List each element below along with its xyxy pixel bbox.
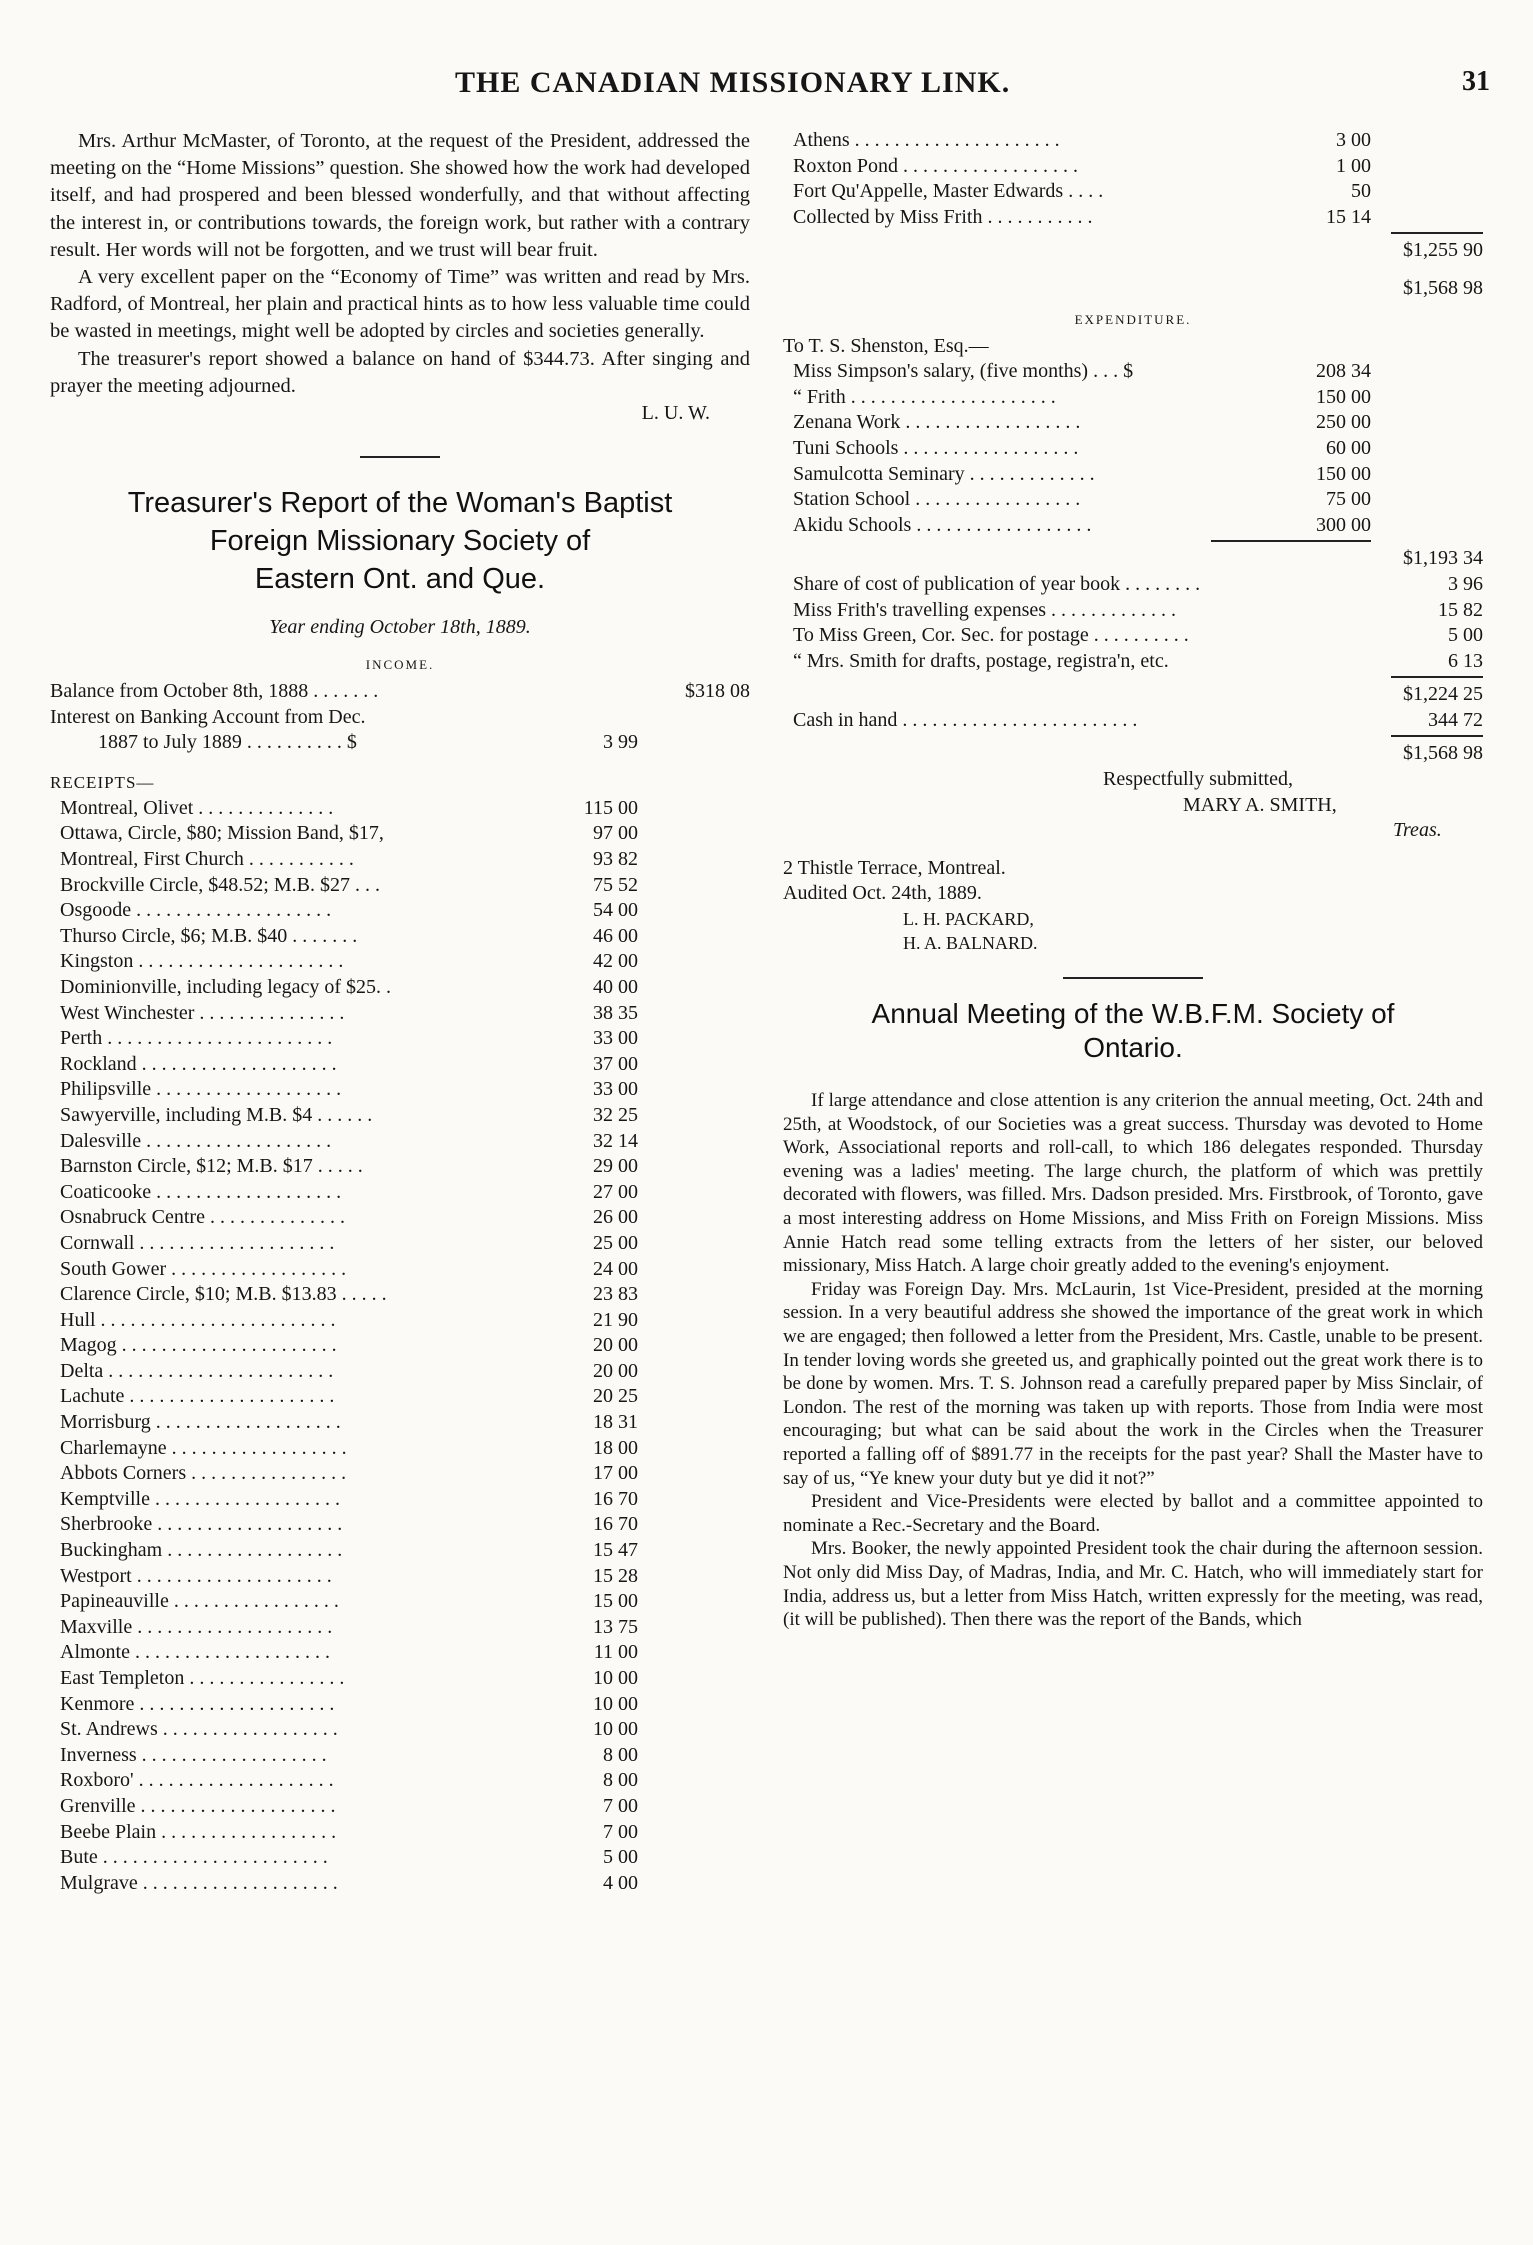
receipt-row — [50, 1871, 750, 1897]
receipt-row-amount: 50 — [1351, 180, 1371, 203]
receipt-row-amount: 7 00 — [603, 1794, 638, 1817]
receipt-row — [50, 1436, 750, 1462]
receipt-row — [50, 1512, 750, 1538]
report-title-line: Treasurer's Report of the Woman's Baptist — [127, 487, 673, 520]
exp-subtotal-row — [783, 546, 1483, 572]
signature: L. U. W. — [641, 402, 710, 425]
receipt-row — [50, 1589, 750, 1615]
receipt-row-amount: 27 00 — [593, 1180, 638, 1203]
grand-total-row — [783, 741, 1483, 767]
total-income-row — [783, 276, 1483, 302]
receipt-row-label: East Templeton . . . . . . . . . . . . . . . . — [60, 1667, 345, 1689]
audited-line: Audited Oct. 24th, 1889. — [783, 882, 982, 905]
receipt-row-label: Beebe Plain . . . . . . . . . . . . . . . . . . — [60, 1820, 337, 1843]
interest-row — [50, 705, 750, 731]
receipt-row — [50, 1359, 750, 1385]
receipt-row-label: Kenmore . . . . . . . . . . . . . . . . . . . . — [60, 1692, 335, 1715]
report-title-line: Eastern Ont. and Que. — [254, 563, 546, 596]
receipt-row — [50, 847, 750, 873]
receipt-row-amount: 40 00 — [593, 975, 638, 998]
receipt-row-amount: 8 00 — [603, 1743, 638, 1766]
receipt-row-amount: 54 00 — [593, 899, 638, 922]
receipt-row — [50, 1615, 750, 1641]
receipt-row-label: Buckingham . . . . . . . . . . . . . . . . . . — [60, 1539, 343, 1562]
interest-row-2 — [50, 730, 750, 756]
expenditure-row-label: Tuni Schools . . . . . . . . . . . . . . . . . . — [793, 436, 1079, 459]
expenditure-row-label: Akidu Schools . . . . . . . . . . . . . . . . . . — [793, 513, 1092, 536]
receipt-row-amount: 10 00 — [593, 1692, 638, 1715]
receipt-row — [50, 1282, 750, 1308]
receipt-row-amount: 15 47 — [593, 1539, 638, 1562]
receipt-row-label: Magog . . . . . . . . . . . . . . . . . . . . . . — [60, 1334, 337, 1357]
receipt-row — [50, 1026, 750, 1052]
receipt-row — [50, 1333, 750, 1359]
receipt-row-amount: 20 25 — [593, 1385, 638, 1408]
receipt-row — [50, 1487, 750, 1513]
receipt-row-label: Inverness . . . . . . . . . . . . . . . . . . . — [60, 1743, 327, 1766]
other-expense-row-amount: 15 82 — [1438, 598, 1483, 621]
receipt-row-label: Rockland . . . . . . . . . . . . . . . . . . . . — [60, 1052, 337, 1075]
receipt-row — [50, 1461, 750, 1487]
balance-label: Balance from October 8th, 1888 . . . . . . . — [50, 680, 379, 703]
receipt-row-amount: 18 31 — [593, 1411, 638, 1434]
receipt-row-amount: 33 00 — [593, 1078, 638, 1101]
balance-amount: $318 08 — [685, 680, 750, 703]
receipt-row-amount: 38 35 — [593, 1001, 638, 1024]
receipt-row-amount: 15 28 — [593, 1564, 638, 1587]
receipt-row-amount: 29 00 — [593, 1155, 638, 1178]
expenditure-items — [783, 359, 1483, 538]
receipt-row-amount: 23 83 — [593, 1283, 638, 1306]
other-expense-row-label: Miss Frith's travelling expenses . . . . . . . . . . . . . — [793, 598, 1177, 621]
receipt-row-label: Roxton Pond . . . . . . . . . . . . . . . . . . — [793, 154, 1079, 177]
receipt-row — [50, 821, 750, 847]
interest-amount: 3 99 — [603, 731, 638, 754]
receipt-row-label: Charlemayne . . . . . . . . . . . . . . . . . . — [60, 1436, 347, 1459]
receipt-row-label: Delta . . . . . . . . . . . . . . . . . . . . . . . — [60, 1359, 334, 1382]
receipt-row — [50, 1231, 750, 1257]
page-header — [0, 66, 1533, 106]
receipt-row-label: Sherbrooke . . . . . . . . . . . . . . . . . . . — [60, 1513, 343, 1536]
receipt-row-amount: 1 00 — [1336, 154, 1371, 177]
expenditure-row-amount: 250 00 — [1316, 411, 1371, 434]
receipt-row-label: Dalesville . . . . . . . . . . . . . . . . . . . — [60, 1129, 332, 1152]
receipt-row-label: Fort Qu'Appelle, Master Edwards . . . . — [793, 180, 1104, 203]
interest-label: Interest on Banking Account from Dec. — [50, 705, 366, 728]
address: 2 Thistle Terrace, Montreal. — [783, 856, 1006, 879]
report-title-line: Foreign Missionary Society of — [209, 525, 591, 558]
receipts-continued — [783, 128, 1483, 230]
receipt-row — [50, 1154, 750, 1180]
receipt-row-label: Abbots Corners . . . . . . . . . . . . . . . . — [60, 1462, 347, 1485]
receipt-row-label: Dominionville, including legacy of $25. . — [60, 975, 392, 998]
receipt-row-label: Montreal, First Church . . . . . . . . . . . — [60, 848, 354, 870]
receipt-row-label: Papineauville . . . . . . . . . . . . . . . . . — [60, 1590, 339, 1613]
meeting-title — [783, 997, 1483, 1065]
receipt-row — [50, 1743, 750, 1769]
meeting-paragraph: President and Vice-Presidents were elected by ballot and a committee appointed to nominate a Rec.-Secretary and the Board. — [783, 1491, 1483, 1536]
exp-total: $1,224 25 — [1403, 683, 1483, 706]
other-expense-row-amount: 3 96 — [1448, 572, 1483, 595]
receipt-row-amount: 37 00 — [593, 1052, 638, 1075]
income-heading: INCOME. — [365, 657, 435, 673]
other-expense-row — [783, 623, 1483, 649]
journal-title: THE CANADIAN MISSIONARY LINK. — [455, 66, 1011, 99]
receipt-row-amount: 97 00 — [593, 822, 638, 845]
other-expense-row — [783, 598, 1483, 624]
expenditure-row-label: Station School . . . . . . . . . . . . . . . . . — [793, 488, 1081, 511]
subtotal-row — [783, 238, 1483, 264]
receipt-row — [50, 1129, 750, 1155]
meeting-title-line: Ontario. — [1083, 1032, 1183, 1064]
receipt-row — [783, 154, 1483, 180]
receipt-row-amount: 20 00 — [593, 1334, 638, 1357]
expenditure-row-label: Samulcotta Seminary . . . . . . . . . . . . . — [793, 462, 1095, 485]
receipt-row-label: Collected by Miss Frith . . . . . . . . . . . — [793, 205, 1093, 228]
exp-subtotal-rule — [1211, 540, 1371, 542]
receipt-row-amount: 33 00 — [593, 1027, 638, 1050]
receipt-row — [50, 1692, 750, 1718]
receipt-row — [50, 1717, 750, 1743]
receipt-row-amount: 16 70 — [593, 1487, 638, 1510]
receipt-row-label: Grenville . . . . . . . . . . . . . . . . . . . . — [60, 1794, 336, 1817]
auditor-name: L. H. PACKARD, — [903, 909, 1034, 930]
receipt-row — [50, 1001, 750, 1027]
other-expense-row-label: “ Mrs. Smith for drafts, postage, registra'n, etc. — [793, 649, 1169, 672]
page-number: 31 — [1462, 66, 1490, 97]
receipt-row-amount: 8 00 — [603, 1769, 638, 1792]
receipt-row — [783, 179, 1483, 205]
receipt-row-amount: 15 14 — [1326, 205, 1371, 228]
divider — [360, 456, 440, 458]
receipt-row-label: Barnston Circle, $12; M.B. $17 . . . . . — [60, 1155, 363, 1178]
receipt-row-label: Thurso Circle, $6; M.B. $40 . . . . . . . — [60, 924, 358, 947]
expenditure-row — [783, 359, 1483, 385]
receipt-row — [50, 1666, 750, 1692]
other-expense-row-amount: 5 00 — [1448, 624, 1483, 647]
receipts-list — [50, 796, 750, 1897]
receipt-row-amount: 32 25 — [593, 1103, 638, 1126]
expenditure-row-amount: 150 00 — [1316, 385, 1371, 408]
receipt-row — [50, 1564, 750, 1590]
signer-name: MARY A. SMITH, — [1183, 793, 1337, 816]
exp-total-rule — [1391, 676, 1483, 678]
receipt-row-amount: 15 00 — [593, 1590, 638, 1613]
receipt-row-label: Sawyerville, including M.B. $4 . . . . . . — [60, 1103, 373, 1126]
receipt-row-amount: 25 00 — [593, 1231, 638, 1254]
cash-row — [783, 708, 1483, 734]
auditors — [783, 907, 1483, 955]
receipt-row-label: Almonte . . . . . . . . . . . . . . . . . . . . — [60, 1641, 330, 1664]
auditor-name: H. A. BALNARD. — [903, 933, 1038, 954]
receipt-row-label: Lachute . . . . . . . . . . . . . . . . . . . . . — [60, 1385, 335, 1408]
expenditure-row — [783, 385, 1483, 411]
receipt-row-label: Westport . . . . . . . . . . . . . . . . . . . . — [60, 1564, 332, 1587]
receipt-row — [50, 796, 750, 822]
receipt-row-label: Mulgrave . . . . . . . . . . . . . . . . . . . . — [60, 1871, 338, 1894]
cash-label: Cash in hand . . . . . . . . . . . . . . . . . . . . . . . . — [793, 708, 1138, 731]
receipt-row-amount: 7 00 — [603, 1820, 638, 1843]
receipt-row — [50, 1538, 750, 1564]
other-expenses — [783, 572, 1483, 674]
receipt-row — [50, 1820, 750, 1846]
receipt-row — [50, 1052, 750, 1078]
meeting-paragraph: Friday was Foreign Day. Mrs. McLaurin, 1st Vice-President, presided at the morning session. In a very beautiful address she showed the importance of the great work in which we are engaged; then followed a letter from the President, Mrs. Castle, unable to be present. In tender loving words she greeted us, and graphically pointed out the great work there is to be done by women. Mrs. T. S. Johnson read a carefully prepared paper by Miss Sinclair, of London. The rest of the morning was taken up with reports. Those from India were most encouraging; but what can be said about the work in the Circles when the Treasurer reported a falling off of $891.77 in the receipts for the past year? Shall the Master have to say of us, “Ye knew your duty but ye did it not?” — [783, 1278, 1483, 1489]
receipt-row — [783, 128, 1483, 154]
meeting-paragraph: If large attendance and close attention is any criterion the annual meeting, Oct. 24th and 25th, at Woodstock, of our Societies was a great success. Thursday was devoted to Home Work, Associational reports and roll-call, to which 186 delegates responded. Thursday evening was a ladies' meeting. The large church, the platform of which was prettily decorated with flowers, was filled. Mrs. Dadson presided. Mrs. Firstbrook, of Toronto, gave a most interesting address on Home Missions, and Miss Frith on Foreign Missions. Miss Annie Hatch read some telling extracts from the letters of her sister, our beloved missionary, Miss Hatch. A large choir greatly added to the evening's enjoyment. — [783, 1090, 1483, 1277]
receipt-row-label: Brockville Circle, $48.52; M.B. $27 . . . — [60, 873, 380, 896]
receipt-row-label: Maxville . . . . . . . . . . . . . . . . . . . . — [60, 1615, 333, 1638]
receipt-row — [50, 949, 750, 975]
receipt-row — [50, 1845, 750, 1871]
other-expense-row-amount: 6 13 — [1448, 649, 1483, 672]
divider — [1063, 977, 1203, 979]
expenditure-heading: EXPENDITURE. — [1074, 311, 1192, 327]
grand-total-rule — [1391, 735, 1483, 737]
receipt-row-label: St. Andrews . . . . . . . . . . . . . . . . . . — [60, 1718, 338, 1741]
receipt-row-label: Cornwall . . . . . . . . . . . . . . . . . . . . — [60, 1231, 335, 1254]
receipt-row-label: Kingston . . . . . . . . . . . . . . . . . . . . . — [60, 950, 344, 973]
receipts-subtotal: $1,255 90 — [1403, 239, 1483, 262]
receipt-row-amount: 24 00 — [593, 1257, 638, 1280]
meeting-title-line: Annual Meeting of the W.B.F.M. Society of — [871, 998, 1395, 1030]
receipt-row-label: West Winchester . . . . . . . . . . . . . . . — [60, 1001, 345, 1024]
receipt-row — [50, 1410, 750, 1436]
receipt-row-label: Montreal, Olivet . . . . . . . . . . . . . . — [60, 796, 334, 819]
expenditure-row-amount: 208 34 — [1316, 360, 1371, 383]
receipt-row-label: Athens . . . . . . . . . . . . . . . . . . . . . — [793, 129, 1060, 151]
report-title — [50, 484, 750, 598]
to-line: To T. S. Shenston, Esq.— — [783, 334, 989, 357]
receipt-row — [50, 975, 750, 1001]
other-expense-row — [783, 649, 1483, 675]
receipt-row-amount: 10 00 — [593, 1718, 638, 1741]
receipt-row-amount: 13 75 — [593, 1615, 638, 1638]
receipt-row-amount: 16 70 — [593, 1513, 638, 1536]
expenditure-row-amount: 75 00 — [1326, 488, 1371, 511]
interest-label-2: 1887 to July 1889 . . . . . . . . . . $ — [98, 731, 357, 754]
receipt-row-amount: 17 00 — [593, 1462, 638, 1485]
receipt-row-amount: 42 00 — [593, 950, 638, 973]
receipt-row — [50, 1768, 750, 1794]
expenditure-row — [783, 513, 1483, 539]
expenditure-row-label: “ Frith . . . . . . . . . . . . . . . . . . . . . — [793, 385, 1056, 408]
receipt-row-amount: 11 00 — [593, 1641, 638, 1664]
meeting-paragraph: Mrs. Booker, the newly appointed President took the chair during the afternoon session. Not only did Miss Day, of Madras, India, and Mr. C. Hatch, who will immediately start for India, address us, but a letter from Miss Hatch, written expressly for the meeting, was read, (it will be published). Then there was the report of the Bands, which — [783, 1538, 1483, 1631]
receipt-row-amount: 26 00 — [593, 1206, 638, 1229]
receipt-row-amount: 93 82 — [593, 848, 638, 870]
submitted-line: Respectfully submitted, — [1103, 768, 1293, 791]
receipt-row — [50, 1077, 750, 1103]
receipt-row — [783, 205, 1483, 231]
receipt-row — [50, 924, 750, 950]
receipt-row — [50, 1794, 750, 1820]
receipt-row-amount: 21 90 — [593, 1308, 638, 1331]
receipt-row-amount: 10 00 — [593, 1667, 638, 1689]
intro-paragraph: Mrs. Arthur McMaster, of Toronto, at the request of the President, addressed the meeting on the “Home Missions” question. She showed how the work had developed itself, and had prospered and been blessed wonderfully, and that without affecting the interest in, or contributions towards, the foreign work, but rather with a contrary result. Her words will not be forgotten, and we trust will bear fruit. — [50, 130, 750, 261]
receipt-row-label: Clarence Circle, $10; M.B. $13.83 . . . . . — [60, 1283, 387, 1306]
receipt-row-amount: 20 00 — [593, 1359, 638, 1382]
receipt-row — [50, 1205, 750, 1231]
receipt-row-label: Philipsville . . . . . . . . . . . . . . . . . . . — [60, 1078, 342, 1101]
signer-role: Treas. — [1393, 819, 1442, 842]
expenditure-row — [783, 462, 1483, 488]
receipts-heading: RECEIPTS— — [50, 772, 155, 792]
receipt-row-amount: 46 00 — [593, 924, 638, 947]
receipt-row-label: South Gower . . . . . . . . . . . . . . . . . . — [60, 1257, 347, 1280]
expenditure-row — [783, 487, 1483, 513]
receipt-row — [50, 1257, 750, 1283]
receipt-row-amount: 75 52 — [593, 873, 638, 896]
right-column — [783, 128, 1483, 1632]
exp-subtotal: $1,193 34 — [1403, 547, 1483, 570]
expenditure-row-amount: 300 00 — [1316, 513, 1371, 536]
receipt-row-label: Coaticooke . . . . . . . . . . . . . . . . . . . — [60, 1180, 342, 1203]
other-expense-row-label: Share of cost of publication of year book . . . . . . . . — [793, 572, 1201, 595]
expenditure-row-amount: 60 00 — [1326, 436, 1371, 459]
receipt-row-label: Hull . . . . . . . . . . . . . . . . . . . . . . . . — [60, 1308, 336, 1331]
expenditure-row-label: Zenana Work . . . . . . . . . . . . . . . . . . — [793, 411, 1081, 434]
receipt-row-amount: 18 00 — [593, 1436, 638, 1459]
receipt-row — [50, 1640, 750, 1666]
other-expense-row-label: To Miss Green, Cor. Sec. for postage . . . . . . . . . . — [793, 624, 1189, 647]
receipt-row-label: Roxboro' . . . . . . . . . . . . . . . . . . . . — [60, 1769, 334, 1792]
other-expense-row — [783, 572, 1483, 598]
expenditure-row-label: Miss Simpson's salary, (five months) . . . $ — [793, 360, 1134, 383]
left-column — [50, 128, 750, 1896]
report-subtitle: Year ending October 18th, 1889. — [269, 616, 531, 639]
receipt-row-amount: 115 00 — [583, 796, 638, 819]
exp-total-row — [783, 682, 1483, 708]
receipt-row-label: Bute . . . . . . . . . . . . . . . . . . . . . . . — [60, 1846, 328, 1869]
expenditure-row-amount: 150 00 — [1316, 462, 1371, 485]
grand-total: $1,568 98 — [1403, 742, 1483, 765]
receipt-row-amount: 4 00 — [603, 1871, 638, 1894]
subtotal-rule — [1391, 232, 1483, 234]
receipt-row-amount: 32 14 — [593, 1129, 638, 1152]
receipt-row-label: Osgoode . . . . . . . . . . . . . . . . . . . . — [60, 899, 332, 922]
cash-amount: 344 72 — [1428, 708, 1483, 731]
receipt-row-label: Ottawa, Circle, $80; Mission Band, $17, — [60, 822, 384, 845]
receipt-row — [50, 898, 750, 924]
balance-row — [50, 679, 750, 705]
intro-paragraph: The treasurer's report showed a balance on hand of $344.73. After singing and prayer the meeting adjourned. — [50, 347, 750, 397]
receipt-row-label: Kemptville . . . . . . . . . . . . . . . . . . . — [60, 1487, 340, 1510]
expenditure-row — [783, 410, 1483, 436]
intro-paragraph: A very excellent paper on the “Economy of Time” was written and read by Mrs. Radford, of Montreal, her plain and practical hints as to how less valuable time could be wasted in meetings, might well be adopted by circles and societies generally. — [50, 266, 750, 343]
receipt-row-label: Osnabruck Centre . . . . . . . . . . . . . . — [60, 1206, 345, 1229]
receipt-row — [50, 1308, 750, 1334]
receipt-row-amount: 3 00 — [1336, 129, 1371, 151]
receipt-row — [50, 1103, 750, 1129]
receipt-row-amount: 5 00 — [603, 1846, 638, 1869]
receipt-row-label: Morrisburg . . . . . . . . . . . . . . . . . . . — [60, 1411, 341, 1434]
expenditure-row — [783, 436, 1483, 462]
receipt-row-label: Perth . . . . . . . . . . . . . . . . . . . . . . . — [60, 1027, 333, 1050]
total-income: $1,568 98 — [1403, 276, 1483, 299]
receipt-row — [50, 873, 750, 899]
receipt-row — [50, 1384, 750, 1410]
receipt-row — [50, 1180, 750, 1206]
